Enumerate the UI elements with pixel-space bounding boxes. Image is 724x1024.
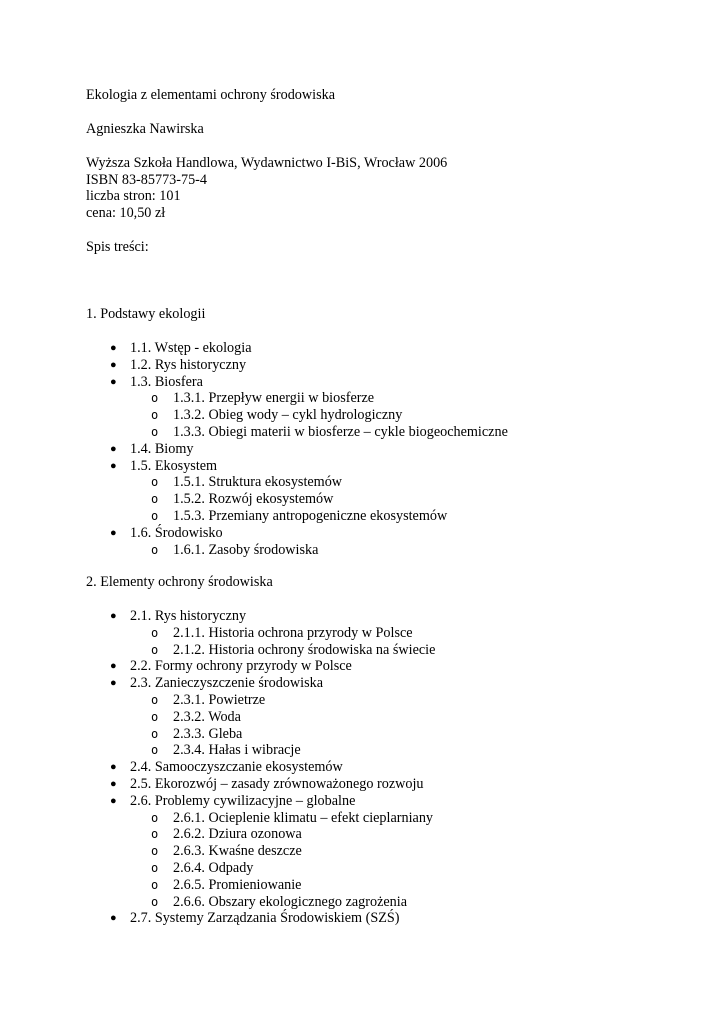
toc-item: 1.2. Rys historyczny	[130, 356, 247, 373]
dot-bullet-icon: ●	[110, 660, 117, 673]
toc-subitem: 2.6.3. Kwaśne deszcze	[173, 843, 302, 860]
section-heading: 2. Elementy ochrony środowiska	[86, 574, 273, 590]
circle-bullet-icon: o	[151, 509, 159, 523]
toc-item: 2.5. Ekorozwój – zasady zrównoważonego rozwoju	[130, 776, 424, 792]
toc-subitem: 2.6.6. Obszary ekologicznego zagrożenia	[173, 893, 407, 910]
toc-subitem: 2.6.5. Promieniowanie	[173, 876, 302, 893]
circle-bullet-icon: o	[151, 625, 159, 640]
circle-bullet-icon: o	[151, 492, 159, 507]
toc-subitem: 2.6.2. Dziura ozonowa	[173, 826, 302, 843]
book-page-count: liczba stron: 101	[86, 188, 181, 204]
toc-subitem: 2.1.1. Historia ochrona przyrody w Polsce	[173, 624, 413, 641]
toc-subitem: 2.6.4. Odpady	[173, 860, 254, 876]
dot-bullet-icon: ●	[110, 912, 117, 925]
circle-bullet-icon: o	[151, 827, 159, 842]
dot-bullet-icon: ●	[110, 375, 117, 388]
toc-subitem: 2.1.2. Historia ochrony środowiska na świecie	[173, 641, 436, 658]
toc-subitem: 1.5.3. Przemiany antropogeniczne ekosystemów	[173, 508, 448, 524]
dot-bullet-icon: ●	[110, 778, 117, 790]
dot-bullet-icon: ●	[110, 526, 117, 539]
dot-bullet-icon: ●	[110, 442, 117, 455]
toc-item: 2.6. Problemy cywilizacyjne – globalne	[130, 792, 356, 809]
toc-item: 1.3. Biosfera	[130, 373, 203, 390]
toc-item: 2.7. Systemy Zarządzania Środowiskiem (SZŚ)	[130, 910, 400, 927]
toc-subitem: 2.3.1. Powietrze	[173, 692, 266, 708]
toc-subitem: 1.3.2. Obieg wody – cykl hydrologiczny	[173, 407, 403, 424]
circle-bullet-icon: o	[151, 425, 159, 439]
section-heading: 1. Podstawy ekologii	[86, 306, 206, 322]
toc-subitem: 1.3.3. Obiegi materii w biosferze – cykle biogeochemiczne	[173, 424, 508, 440]
toc-item: 1.6. Środowisko	[130, 524, 223, 541]
dot-bullet-icon: ●	[110, 794, 117, 807]
dot-bullet-icon: ●	[110, 677, 117, 690]
toc-item: 1.1. Wstęp - ekologia	[130, 340, 252, 356]
circle-bullet-icon: o	[151, 894, 159, 909]
toc-item: 2.2. Formy ochrony przyrody w Polsce	[130, 658, 352, 675]
toc-heading: Spis treści:	[86, 239, 149, 255]
toc-item: 2.1. Rys historyczny	[130, 608, 247, 624]
toc-subitem: 1.6.1. Zasoby środowiska	[173, 541, 319, 558]
circle-bullet-icon: o	[151, 542, 159, 557]
circle-bullet-icon: o	[151, 408, 159, 423]
circle-bullet-icon: o	[151, 810, 159, 825]
toc-subitem: 2.3.4. Hałas i wibracje	[173, 742, 301, 759]
circle-bullet-icon: o	[151, 709, 159, 724]
dot-bullet-icon: ●	[110, 358, 117, 371]
dot-bullet-icon: ●	[110, 459, 117, 472]
book-price: cena: 10,50 zł	[86, 205, 166, 221]
circle-bullet-icon: o	[151, 844, 159, 859]
circle-bullet-icon: o	[151, 642, 159, 657]
toc-subitem: 2.3.2. Woda	[173, 708, 241, 725]
toc-item: 1.4. Biomy	[130, 440, 194, 457]
circle-bullet-icon: o	[151, 391, 159, 406]
toc-item: 2.4. Samooczyszczanie ekosystemów	[130, 759, 343, 776]
toc-subitem: 1.3.1. Przepływ energii w biosferze	[173, 390, 375, 407]
toc-item: 2.3. Zanieczyszczenie środowiska	[130, 675, 324, 692]
circle-bullet-icon: o	[151, 743, 159, 758]
circle-bullet-icon: o	[151, 475, 159, 490]
circle-bullet-icon: o	[151, 726, 159, 741]
dot-bullet-icon: ●	[110, 610, 117, 622]
circle-bullet-icon: o	[151, 861, 159, 875]
book-isbn: ISBN 83-85773-75-4	[86, 172, 207, 188]
book-publisher: Wyższa Szkoła Handlowa, Wydawnictwo I-BiS, Wrocław 2006	[86, 155, 448, 171]
circle-bullet-icon: o	[151, 693, 159, 707]
circle-bullet-icon: o	[151, 877, 159, 892]
dot-bullet-icon: ●	[110, 342, 117, 354]
toc-subitem: 2.6.1. Ocieplenie klimatu – efekt cieplarniany	[173, 809, 434, 826]
toc-subitem: 2.3.3. Gleba	[173, 725, 243, 742]
dot-bullet-icon: ●	[110, 761, 117, 774]
toc-subitem: 1.5.1. Struktura ekosystemów	[173, 474, 343, 491]
toc-item: 1.5. Ekosystem	[130, 457, 218, 474]
toc-subitem: 1.5.2. Rozwój ekosystemów	[173, 491, 334, 508]
book-author: Agnieszka Nawirska	[86, 121, 204, 137]
book-title: Ekologia z elementami ochrony środowiska	[86, 87, 336, 103]
